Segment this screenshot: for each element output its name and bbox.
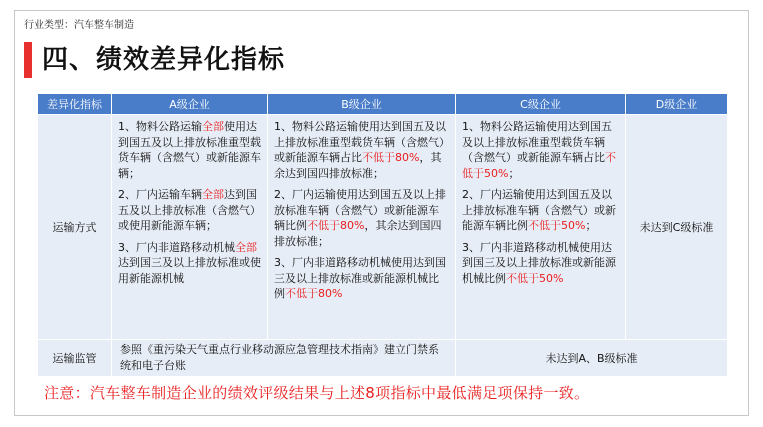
- item-c-1: 1、物料公路运输使用达到国五及以上排放标准重型载货车辆（含燃气）或新能源车辆占比不低于50%；: [462, 120, 616, 180]
- header-grade-b: B级企业: [268, 94, 456, 115]
- cell-transport-b: [268, 115, 456, 340]
- cell-supervision-cd: 未达到A、B级标准: [456, 340, 728, 377]
- header-grade-d: D级企业: [626, 94, 728, 115]
- cell-transport-a: [112, 115, 268, 340]
- page-title: 四、绩效差异化指标: [42, 45, 286, 75]
- header-indicator: 差异化指标: [38, 94, 112, 115]
- item-b-3: 3、厂内非道路移动机械使用达到国三及以上排放标准或新能源机械比例不低于80%: [274, 256, 446, 300]
- table-row: [38, 115, 728, 340]
- header-grade-c: C级企业: [456, 94, 626, 115]
- footer-note: 注意：汽车整车制造企业的绩效评级结果与上述8项指标中最低满足项保持一致。: [44, 384, 590, 402]
- title-accent-bar: [24, 42, 32, 78]
- item-c-3: 3、厂内非道路移动机械使用达到国三及以上排放标准或新能源机械比例不低于50%: [462, 240, 616, 285]
- item-c-2: 2、厂内运输使用达到国五及以上排放标准车辆（含燃气）或新能源车辆比例不低于50%；: [462, 188, 616, 232]
- indicator-table: [37, 93, 728, 377]
- item-b-2: 2、厂内运输使用达到国五及以上排放标准车辆（含燃气）或新能源车辆比例不低于80%，其余达到国四排放标准；: [274, 188, 446, 248]
- cell-transport-c: [456, 115, 626, 340]
- item-b-1: 1、物料公路运输使用达到国五及以上排放标准重型载货车辆（含燃气）或新能源车辆占比不低于80%，其余达到国四排放标准；: [274, 120, 446, 180]
- industry-label: 行业类型：汽车整车制造: [24, 20, 134, 31]
- table-row: [38, 340, 728, 377]
- cell-transport-d: 未达到C级标准: [626, 115, 728, 340]
- row-label-transport: 运输方式: [38, 115, 112, 340]
- item-a-1: 1、物料公路运输全部使用达到国五及以上排放标准重型载货车辆（含燃气）或新能源车辆；: [118, 120, 261, 180]
- header-grade-a: A级企业: [112, 94, 268, 115]
- item-a-3: 3、厂内非道路移动机械全部达到国三及以上排放标准或使用新能源机械: [118, 240, 261, 285]
- table-header-row: [38, 94, 728, 115]
- row-label-supervision: 运输监管: [38, 340, 112, 377]
- cell-supervision-ab: 参照《重污染天气重点行业移动源应急管理技术指南》建立门禁系统和电子台账: [112, 340, 456, 377]
- item-a-2: 2、厂内运输车辆全部达到国五及以上排放标准（含燃气）或使用新能源车辆；: [118, 188, 261, 232]
